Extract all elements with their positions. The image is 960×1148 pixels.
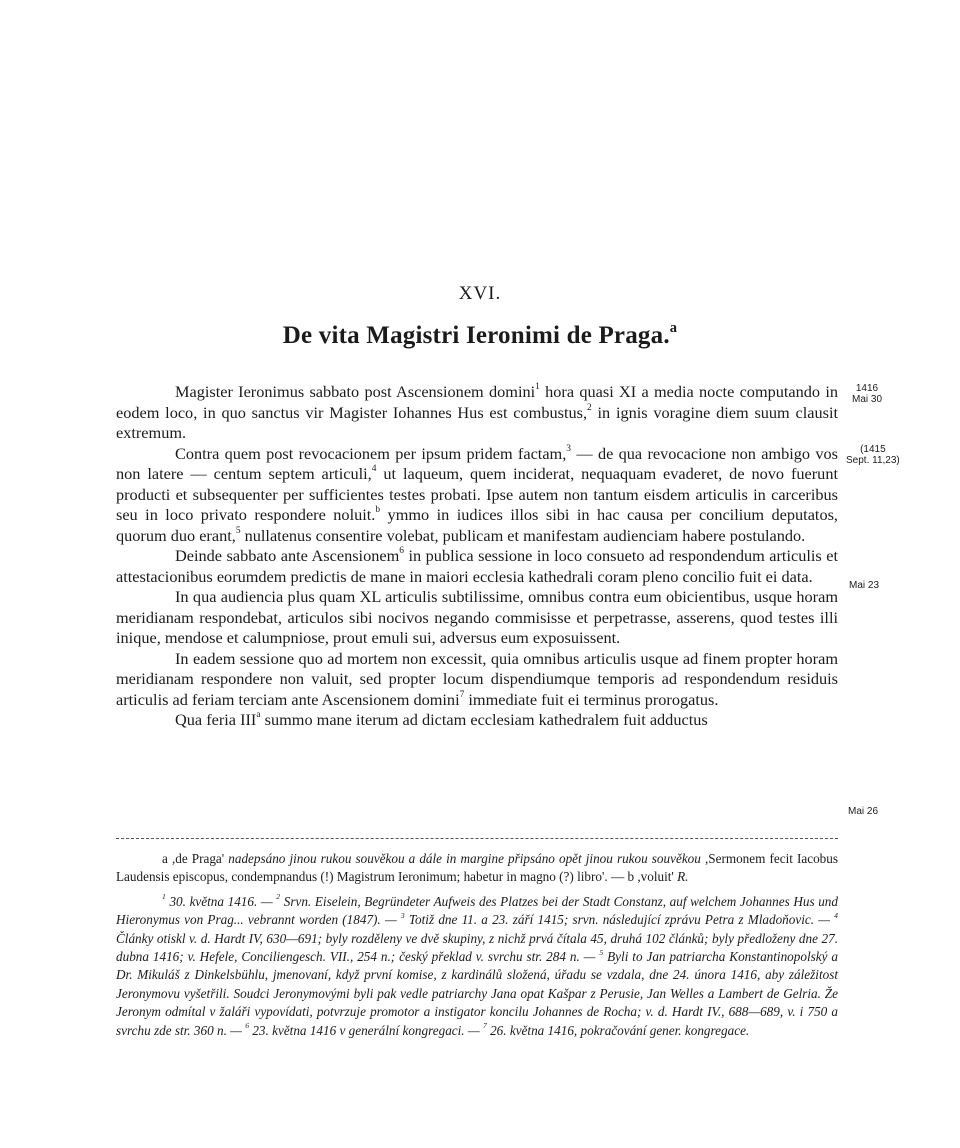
footnote-marker: 4 bbox=[834, 910, 838, 920]
footnote-marker: 1 bbox=[535, 382, 540, 393]
text-run: ut laqueum, quem inciderat, nequaquam evaderet, de novo fuerunt producti et subsequenter per sufficientes testes probati. Ipse autem non tantum eisdem articulis in carceribus seu in loco privato respondere noluit. bbox=[116, 464, 838, 524]
text-run: b bbox=[627, 869, 635, 885]
text-run: summo mane iterum ad dictam ecclesiam kathedralem fuit adductus bbox=[260, 710, 708, 729]
footnote-marker: 7 bbox=[459, 689, 465, 700]
margin-date-year: (1415 bbox=[860, 444, 886, 455]
paragraph bbox=[116, 587, 838, 649]
footnote-marker: 6 bbox=[399, 546, 404, 557]
paragraph bbox=[116, 710, 838, 731]
paragraph bbox=[116, 382, 838, 444]
text-run: ,de Praga' bbox=[167, 851, 229, 866]
footnote-marker: 3 bbox=[566, 443, 572, 454]
text-run: In qua audiencia plus quam XL articulis subtilissime, omnibus contra eum obicientibus, usque horam meridianam respondebat, articulos sibi nocivos negando commisisse et perpetrasse, asserens, quod testes illi inique, mendose et calumpniose, prout emuli sui, adversus eum exposuissent. bbox=[116, 587, 838, 647]
text-run: 26. května 1416, pokračování gener. kongregace. bbox=[486, 1022, 750, 1038]
text-run: Deinde sabbato ante Ascensionem bbox=[175, 546, 400, 565]
footnote-marker: 4 bbox=[371, 464, 377, 475]
text-run: 30. května 1416. — bbox=[165, 893, 277, 909]
margin-date-note bbox=[852, 383, 882, 405]
text-run: hora quasi XI a media nocte computando in eodem loco, in quo sanctus vir Magister Iohannes Hus est combustus, bbox=[116, 382, 839, 422]
text-run: ,Sermonem fecit Iacobus Laudensis episcopus, condempnandus (!) Magistrum Ieronimum; habetur in magno (?) libro'. — bbox=[116, 851, 838, 885]
footnote-marker: 5 bbox=[235, 525, 241, 536]
margin-date-day: Mai 30 bbox=[852, 394, 883, 405]
text-run: ,voluit' bbox=[634, 869, 678, 885]
paragraph bbox=[116, 649, 838, 711]
footnote-marker: b bbox=[375, 505, 381, 516]
text-run: Qua feria III bbox=[175, 710, 257, 729]
margin-date-note bbox=[846, 444, 900, 466]
text-run: — de qua revocacione non ambigo vos non latere — centum septem articuli, bbox=[116, 443, 838, 483]
chapter-title-text: De vita Magistri Ieronimi de Praga. bbox=[282, 322, 670, 349]
footnotes bbox=[116, 850, 838, 1046]
text-run: Byli to Jan patriarcha Konstantinopolský a Dr. Mikuláš z Dinkelsbühlu, jmenovaní, když první komise, z kardinálů složená, úřadu se vzdala, dne 24. února 1416, aby záležitost Jeronymovu vyšetřili. Soudci Jeronymovými byli pak vedle patriarchy Jana opat Kašpar z Perusie, Jan Welles a Lambert de Gelria. Že Jeronym odmítal v žaláři vypovídati, potvrzuje promotor a instigator koncilu Johannes de Rocha; v. d. Hardt IV., 688—689, v. i 750 a svrchu zde str. 360 n. — bbox=[116, 949, 838, 1038]
margin-date-day: Sept. 11,23) bbox=[846, 455, 900, 466]
text-run: immediate fuit ei terminus prorogatus. bbox=[464, 689, 719, 709]
text-run: Srvn. Eiselein, Begründeter Aufweis des Platzes bei der Stadt Constanz, auf welchem Johannes Hus und Hieronymus von Prag... vebrannt worden (1847). — bbox=[116, 893, 838, 928]
footnote-paragraph bbox=[116, 893, 838, 1040]
text-run: Magister Ieronimus sabbato post Ascensionem domini bbox=[175, 382, 536, 401]
margin-date-year: 1416 bbox=[855, 383, 879, 394]
text-run: a bbox=[162, 851, 168, 866]
footnote-marker: 6 bbox=[245, 1021, 250, 1031]
text-run: in publica sessione in loco consueto ad respondendum articulis et attestacionibus eorumdem predictis de mane in maiori ecclesia kathedrali coram pleno concilio fuit ei data. bbox=[116, 546, 838, 586]
chapter-title-footnote-mark: a bbox=[669, 319, 678, 336]
text-run: Totiž dne 11. a 23. září 1415; srvn. následující zprávu Petra z Mladoňovic. — bbox=[404, 912, 835, 928]
text-run: Contra quem post revocacionem per ipsum pridem factam, bbox=[175, 443, 567, 463]
footnote-marker: 3 bbox=[400, 910, 405, 920]
footnote-marker: a bbox=[256, 710, 261, 721]
paragraph bbox=[116, 546, 838, 587]
footnote-marker: 5 bbox=[599, 947, 604, 957]
footnote-paragraph bbox=[116, 850, 838, 887]
footnote-separator bbox=[116, 838, 838, 839]
main-text bbox=[116, 382, 838, 731]
footnote-marker: 1 bbox=[162, 892, 166, 902]
text-run: 23. května 1416 v generální kongregaci. — bbox=[249, 1022, 483, 1038]
chapter-title bbox=[0, 319, 960, 350]
margin-date-note: Mai 26 bbox=[848, 806, 879, 817]
text-run: nadepsáno jinou rukou souvěkou a dále in margine připsáno opět jinou rukou souvěkou bbox=[228, 851, 705, 866]
text-run: in ignis voragine diem suum clausit extremum. bbox=[116, 402, 838, 442]
text-run: nullatenus consentire volebat, publicam et manifestam audienciam habere postulando. bbox=[240, 525, 806, 545]
footnote-marker: 2 bbox=[587, 402, 592, 413]
margin-date-note: Mai 23 bbox=[849, 580, 880, 591]
footnote-marker: 7 bbox=[482, 1021, 487, 1031]
chapter-number: XVI. bbox=[458, 283, 502, 304]
text-run: In eadem sessione quo ad mortem non excessit, quia omnibus articulis usque ad finem propter horam meridianam respondere non valuit, sed propter locum dispendiumque temporis ad respondendum residuis articulis ad feriam terciam ante Ascensionem domini bbox=[116, 648, 838, 709]
paragraph bbox=[116, 444, 838, 547]
text-run: ymmo in iudices illos sibi in hac causa per concilium deputatos, quorum duo erant, bbox=[116, 505, 838, 545]
text-run: Články otiskl v. d. Hardt IV, 630—691; byly rozděleny ve dvě skupiny, z nichž prvá čítala 45, druhá 102 článků; byly předloženy dne 27. dubna 1416; v. Hefele, Conciliengesch. VII., 254 n.; český překlad v. svrchu str. 284 n. — bbox=[116, 930, 838, 965]
text-run: R. bbox=[677, 869, 689, 885]
footnote-marker: 2 bbox=[276, 892, 281, 902]
